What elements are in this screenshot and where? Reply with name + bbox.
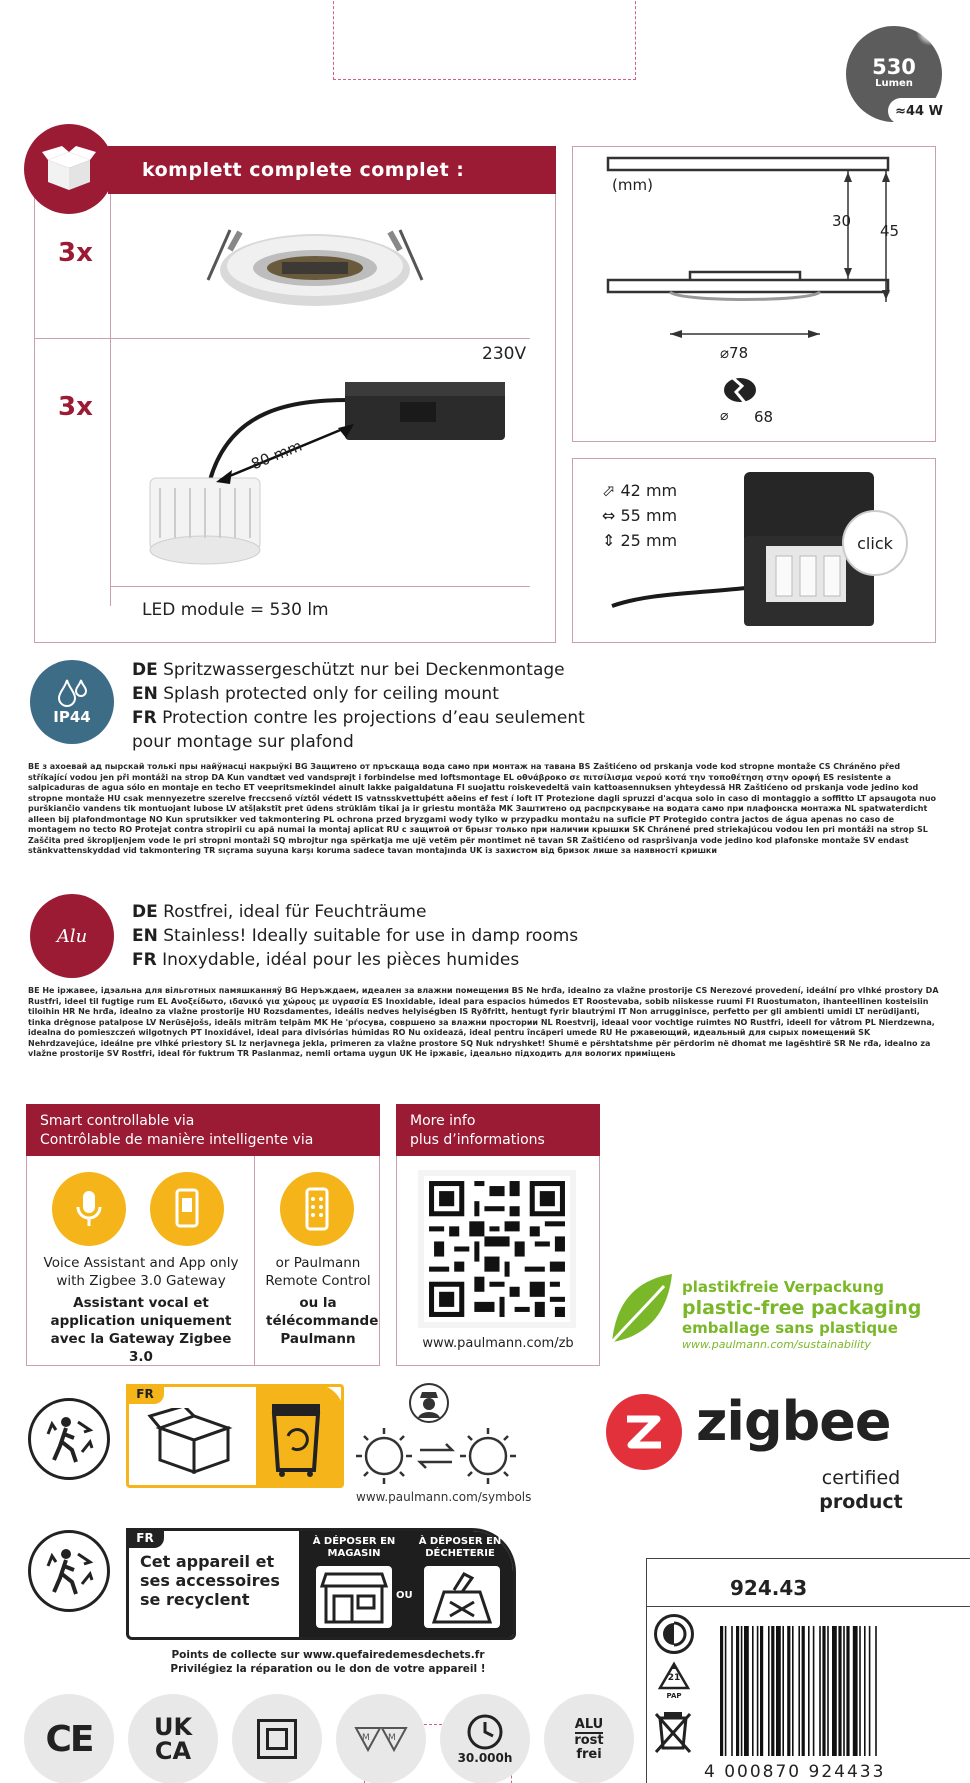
class2-square-inner bbox=[266, 1728, 288, 1750]
smart-header-en: Smart controllable via bbox=[40, 1113, 195, 1129]
triman-icon bbox=[28, 1398, 110, 1480]
barcode-bar bbox=[853, 1626, 858, 1756]
class2-square-outer bbox=[257, 1719, 297, 1759]
watt-value: ≈44 W bbox=[895, 103, 943, 119]
ukca-line-1: UK bbox=[153, 1713, 193, 1741]
smartphone-app-icon bbox=[150, 1172, 224, 1246]
cable-length-label: 80 mm bbox=[248, 436, 305, 474]
fr-device-text: Cet appareil et ses accessoires se recyclent bbox=[140, 1552, 280, 1609]
barcode-bar bbox=[819, 1626, 821, 1756]
contents-divider-h2 bbox=[110, 338, 530, 339]
alu-icon bbox=[30, 894, 114, 978]
barcode-bar bbox=[782, 1626, 784, 1756]
pap-label: PAP bbox=[666, 1692, 682, 1700]
lumen-unit: Lumen bbox=[875, 77, 913, 89]
smart-col2-fr: ou la télécommande Paulmann bbox=[266, 1295, 379, 1347]
alu-line-fr: FR Inoxydable, idéal pour les pièces humides bbox=[132, 950, 520, 970]
ce-mark-icon bbox=[24, 1694, 114, 1783]
ip44-line-fr: FR Protection contre les projections d’eau seulement bbox=[132, 708, 585, 728]
barcode-number: 4 000870 924433 bbox=[704, 1762, 886, 1782]
plastic-url: www.paulmann.com/sustainability bbox=[682, 1338, 871, 1351]
plastic-free-text bbox=[682, 1278, 921, 1351]
contents-title: komplett complete complet : bbox=[142, 159, 465, 181]
dim-height-1: 30 bbox=[832, 212, 852, 230]
ip44-icon bbox=[30, 660, 114, 744]
led-module-label: LED module = 530 lm bbox=[142, 600, 329, 620]
qty-downlight: 3x bbox=[58, 238, 93, 268]
zigbee-cert-2: product bbox=[819, 1491, 903, 1513]
alu-rostfrei-icon bbox=[544, 1694, 634, 1783]
ce-mark-label: CE bbox=[45, 1718, 93, 1760]
barcode-bar bbox=[752, 1626, 754, 1756]
ukca-line-2: CA bbox=[154, 1737, 192, 1765]
alu-label: Alu bbox=[56, 925, 88, 947]
barcode-bar bbox=[771, 1626, 774, 1756]
ou-label: OU bbox=[396, 1590, 413, 1601]
alu-rost-rost: rost bbox=[574, 1732, 604, 1748]
downlight-ring-image bbox=[200, 210, 430, 320]
recycle-bin-icon bbox=[264, 1398, 328, 1478]
barcode-bar bbox=[768, 1626, 770, 1756]
dim-unit: (mm) bbox=[612, 176, 653, 194]
ip44-line-en: EN Splash protected only for ceiling mount bbox=[132, 684, 499, 704]
barcode-bar bbox=[822, 1626, 825, 1756]
barcode-bar bbox=[864, 1626, 866, 1756]
barcode-bar bbox=[720, 1626, 723, 1756]
barcode-bar bbox=[869, 1626, 871, 1756]
alu-rost-alu: ALU bbox=[574, 1716, 604, 1732]
arrow-horizontal-icon: ⇔ bbox=[602, 506, 616, 525]
class2-icon bbox=[232, 1694, 322, 1783]
dim-cutout-symbol: ⌀ bbox=[720, 408, 729, 424]
barcode-bar bbox=[725, 1626, 727, 1756]
ip44-label: IP44 bbox=[53, 708, 91, 726]
conn-dim-2: 55 mm bbox=[620, 506, 678, 525]
weee-bin-icon bbox=[654, 1710, 692, 1754]
plastic-fr: emballage sans plastique bbox=[682, 1319, 898, 1337]
article-number: 924.43 bbox=[730, 1576, 808, 1600]
contents-divider-v bbox=[110, 194, 111, 606]
lifetime-hours: 30.000h bbox=[457, 1751, 513, 1765]
barcode-bar bbox=[802, 1626, 805, 1756]
arrow-vertical-icon: ⇕ bbox=[602, 531, 616, 550]
collect-line-1: Points de collecte sur www.quefairedemesdechets.fr bbox=[171, 1649, 485, 1661]
fr-tag-2: FR bbox=[126, 1528, 164, 1548]
voltage-label: 230V bbox=[482, 344, 527, 364]
dim-height-2: 45 bbox=[880, 222, 900, 240]
microphone-icon bbox=[52, 1172, 126, 1246]
zigbee-certified bbox=[796, 1466, 926, 1514]
plastic-de: plastikfreie Verpackung bbox=[682, 1278, 885, 1296]
water-drop-icon bbox=[55, 678, 89, 708]
arrow-diagonal-icon: ⬀ bbox=[602, 481, 616, 500]
green-dot-icon bbox=[654, 1614, 694, 1654]
zigbee-wordmark: zigbee bbox=[696, 1390, 891, 1453]
alu-multilang: BE Не іржавее, ідэальна для вільготных памяшканняў BG Неръждаем, идеален за влажни помещения BS Ne hrđa, idealno za vlažne prostorije CS Nerezové provedení, ideální pro vlhké prostory DA Rustfri, ideel til fugtige rum EL Ανοξείδωτο, ιδανικό για χώρους με υγρασία ES Inoxidable, ideal para espacios húmedos ET Roostevaba, sobib niiskesse ruumi FI Ruostumaton, ihanteellinen kosteisiin tiloihin HR Ne hrđa, idealno za vlažne prostorije HU Rozsdamentes, ideális nedves helyiségben IS Ryðfritt, hentugt fyrir blautrými IT Non arrugginisce, perfetto per gli ambienti umidi LT nerūdijanti, tinka drėgnose patalpose LV Nerūsējošs, ideāls mitrām telpām MK Не 'рѓосува, совршено за влажни простории NL Roestvrij, ideaal voor vochtige ruimtes NO Rustfri, ideell for våtrom PL Nierdzewna, idealna do pomieszczeń wilgotnych PT Inoxidável, ideal para divisórias húmidas RO Nu oxidează, ideal pentru încăperi umede RU Не ржавеющий, идеальный для сырых помещений SK Nehrdzavejúce, ideálne pre vlhké priestory SL Iz nerjavnega jekla, primeren za vlažne prostore SQ Nuk ndryshket! Shumë e përshtatshme për përdorim në dhomat me lagështirë SR Ne rđa, idealno za vlažne prostorije SV Rostfri, ideal för fuktrum TR Paslanmaz, nemli ortama uygun UK Не іржавіє, ідеально підходить для вологих приміщень bbox=[28, 986, 939, 1058]
lumen-value: 530 bbox=[872, 54, 916, 79]
smart-divider bbox=[254, 1156, 255, 1366]
smart-col1-text bbox=[30, 1254, 252, 1366]
ip44-text bbox=[132, 658, 585, 754]
qr-code-image bbox=[424, 1176, 570, 1322]
zigbee-cert-1: certified bbox=[821, 1467, 901, 1489]
alu-rost-frei: frei bbox=[576, 1746, 602, 1762]
ip44-line-de: DE Spritzwassergeschützt nur bei Deckenmontage bbox=[132, 660, 565, 680]
top-placeholder-frame bbox=[333, 0, 636, 80]
barcode-bar bbox=[832, 1626, 837, 1756]
barcode-bar bbox=[859, 1626, 861, 1756]
magasin-label: À DÉPOSER EN MAGASIN bbox=[312, 1536, 396, 1559]
barcode-bar bbox=[798, 1626, 800, 1756]
ip44-line-fr-cont: pour montage sur plafond bbox=[132, 732, 354, 752]
svg-text:M: M bbox=[362, 1733, 370, 1743]
svg-text:M: M bbox=[388, 1733, 396, 1743]
moreinfo-url[interactable]: www.paulmann.com/zb bbox=[422, 1336, 574, 1351]
barcode-bar bbox=[838, 1626, 841, 1756]
dim-cutout: 68 bbox=[754, 408, 774, 426]
smart-col2-text bbox=[258, 1254, 378, 1348]
barcode-bar bbox=[741, 1626, 743, 1756]
decheterie-box bbox=[424, 1566, 500, 1628]
barcode-bar bbox=[787, 1626, 790, 1756]
alu-line-de: DE Rostfrei, ideal für Feuchträume bbox=[132, 902, 427, 922]
dimensions-drawing bbox=[590, 152, 930, 432]
moreinfo-header-en: More info bbox=[410, 1113, 476, 1129]
barcode-bar bbox=[776, 1626, 781, 1756]
contents-header bbox=[108, 146, 556, 194]
barcode-bar bbox=[813, 1626, 815, 1756]
contents-divider-h3 bbox=[110, 586, 530, 587]
remote-control-icon bbox=[280, 1172, 354, 1246]
smart-col2-en: or Paulmann Remote Control bbox=[265, 1255, 371, 1289]
recycling-center-icon bbox=[424, 1566, 500, 1628]
qty-led-module: 3x bbox=[58, 392, 93, 422]
zigbee-logo-icon bbox=[606, 1394, 682, 1470]
barcode-bar bbox=[736, 1626, 739, 1756]
ip44-multilang: BE з ахоевай ад пырскай толькі пры найўнасці накрыўкі BG Защитено от пръскаща вода само при монтаж на тавана BS Zaštićeno od prskanja vode kod stropne montaže CS Chráněno před stříkající vodou jen při montáži na strop DA Kun vandtæt ved vandsprøjt i forbindelse med loftsmontage EL οθνάβροκο σε πιτσίλισμα νερού κοτά την τοποθέτηση στην οροφή ES resistente a salpicaduras de agua sólo en montaje en techo ET veepritsmekindel ainult lakke paigaldatuna FI suojattu roiskevedeltä vain kattoasennuksen yhteydessä HR Zaštićeno od prskanja vode jedino kod stropne montaže HU csak mennyezetre szerelve freccsenő víztől védett IS vatnsskvettuþétt aðeins ef fest í loft IT Protezione dagli spruzzi d'acqua solo in caso di montaggio a soffitto LT apsaugota nuo purškiančio vandens tik montuojant lubose LV atšļakstīt pret ūdens strūklām tikai ja ir griestu montāža MK Заштитено од распрскување на водата само при плафонска монтажа NL spatwaterdicht alleen bij plafondmontage NO Kun sprutsikker ved takmontering PL ochrona przed bryzgami wody tylko w przypadku montażu na suficie PT Protegido contra jactos de água apenas no caso de montagem no tecto RO Protejat contra stropirii cu apă numai la montaj aplicat RU с защитой от брызг только при наличии крышки SK Chránené pred striekajúcou vodou len pri montáži na strop SL Zaščita pred škropljenjem vode le pri stropni montaži SQ mbrojtur nga spërkatja me ujë vetëm për montimet në tavan SR Zaštićeno od raspršivanja vode jedino kod plafonske montaže SV endast stänkvattenskyddad vid takmontering TR sıçrama suyuna karşı koruma sadece tavan montajında UK із захистом від бризок лише за наявності кришки bbox=[28, 762, 937, 855]
smart-col1-en: Voice Assistant and App only with Zigbee 3.0 Gateway bbox=[43, 1255, 239, 1289]
watt-pill bbox=[888, 98, 950, 124]
mm-mark-icon bbox=[336, 1694, 426, 1783]
alu-line-en: EN Stainless! Ideally suitable for use in damp rooms bbox=[132, 926, 579, 946]
sparkle-icon bbox=[916, 18, 944, 46]
moreinfo-header bbox=[396, 1104, 600, 1156]
triman-icon-2 bbox=[28, 1530, 110, 1612]
worker-icon bbox=[408, 1382, 450, 1424]
bulb-swap-icon bbox=[356, 1420, 516, 1490]
barcode-bar bbox=[875, 1626, 877, 1756]
click-label: click bbox=[857, 533, 893, 553]
article-rule bbox=[646, 1606, 970, 1607]
barcode-bar bbox=[792, 1626, 794, 1756]
plastic-en: plastic-free packaging bbox=[682, 1297, 922, 1319]
ukca-mark-icon bbox=[128, 1694, 218, 1783]
barcode-bar bbox=[843, 1626, 845, 1756]
moreinfo-header-fr: plus d’informations bbox=[410, 1132, 545, 1148]
collect-line-2: Privilégiez la réparation ou le don de votre appareil ! bbox=[170, 1663, 486, 1675]
pap-number: 21 bbox=[667, 1673, 681, 1683]
fr-tag-1: FR bbox=[126, 1384, 164, 1404]
barcode-bar bbox=[808, 1626, 810, 1756]
smart-header bbox=[26, 1104, 380, 1156]
led-module-image bbox=[140, 370, 520, 580]
conn-dim-3: 25 mm bbox=[620, 531, 678, 550]
qr-code[interactable] bbox=[424, 1176, 570, 1322]
alu-text bbox=[132, 900, 578, 972]
barcode-bar bbox=[827, 1626, 829, 1756]
magasin-box bbox=[316, 1566, 392, 1628]
smart-col1-fr: Assistant vocal et application uniquement avec la Gateway Zigbee 3.0 bbox=[50, 1295, 232, 1365]
collect-info bbox=[134, 1648, 522, 1676]
conn-dim-1: 42 mm bbox=[620, 481, 678, 500]
barcode-bar bbox=[744, 1626, 749, 1756]
smart-header-fr: Contrôlable de manière intelligente via bbox=[40, 1132, 314, 1148]
shop-icon bbox=[316, 1566, 392, 1628]
package-icon bbox=[24, 124, 114, 214]
barcode-bar bbox=[757, 1626, 759, 1756]
barcode-bar bbox=[760, 1626, 763, 1756]
barcode-bar bbox=[731, 1626, 733, 1756]
click-badge bbox=[842, 510, 908, 576]
symbols-url[interactable]: www.paulmann.com/symbols bbox=[356, 1490, 532, 1504]
barcode-bar bbox=[846, 1626, 849, 1756]
box-icon bbox=[146, 1408, 242, 1478]
clock-icon bbox=[466, 1713, 504, 1751]
decheterie-label: À DÉPOSER EN DÉCHETERIE bbox=[418, 1536, 502, 1559]
barcode-image bbox=[716, 1626, 956, 1762]
dim-diameter: ⌀78 bbox=[720, 344, 749, 362]
lumen-badge bbox=[846, 26, 946, 126]
lifetime-icon bbox=[440, 1694, 530, 1783]
leaf-icon bbox=[606, 1272, 676, 1346]
